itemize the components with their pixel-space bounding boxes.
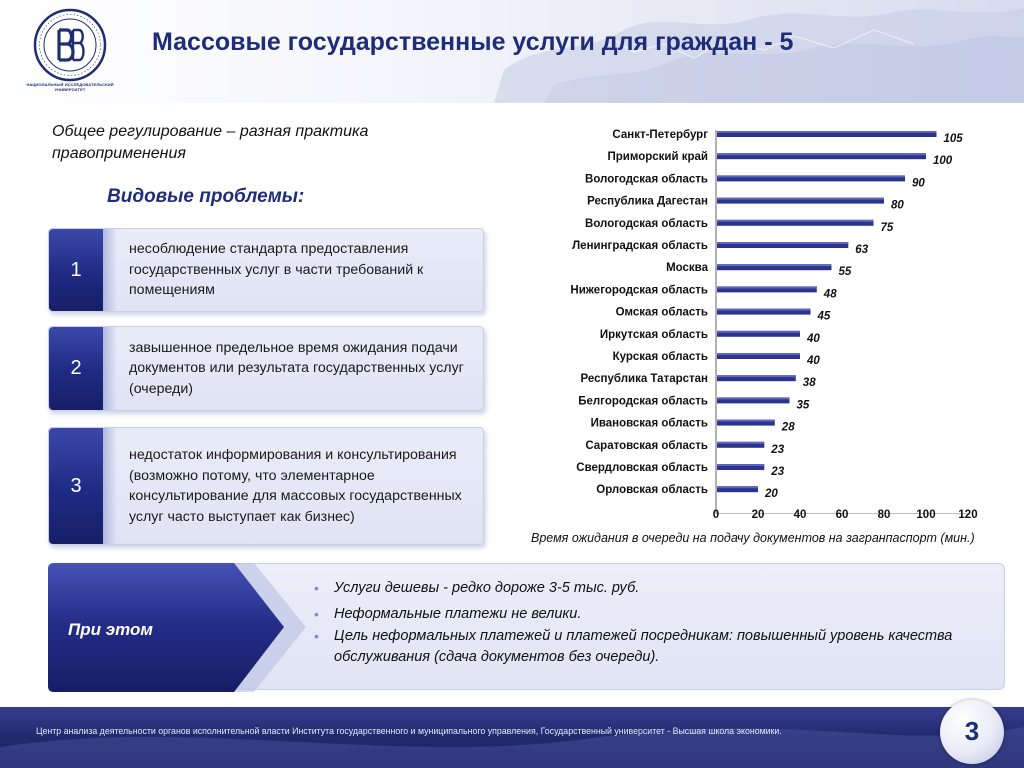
footer-wave-icon [0, 707, 1024, 768]
category-label: Белгородская область [578, 395, 708, 408]
value-label: 23 [771, 443, 785, 456]
bar-highlight [717, 220, 874, 222]
category-label: Нижегородская область [570, 284, 708, 297]
category-label: Курская область [612, 351, 708, 363]
bar-highlight [717, 131, 937, 133]
chart-caption: Время ожидания в очереди на подачу документов на загранпаспорт (мин.) [531, 531, 975, 545]
x-tick-label: 40 [793, 509, 807, 521]
category-label: Свердловская область [576, 462, 708, 474]
problem-text: несоблюдение стандарта предоставления государственных услуг в части требований к помещениям [129, 241, 424, 299]
category-label: Приморский край [607, 151, 708, 164]
value-label: 38 [802, 377, 816, 390]
x-tick-label: 20 [751, 509, 765, 521]
value-label: 55 [838, 266, 852, 279]
problem-card-2 [48, 326, 484, 411]
x-tick-label: 120 [958, 509, 978, 521]
value-label: 28 [781, 421, 795, 434]
bar-highlight [717, 286, 817, 288]
logo-caption-line1: НАЦИОНАЛЬНЫЙ ИССЛЕДОВАТЕЛЬСКИЙ [26, 82, 114, 87]
bar-highlight [717, 153, 926, 155]
logo-caption-line2: УНИВЕРСИТЕТ [54, 87, 86, 92]
subtitle: Общее регулирование – разная практика правоприменения [52, 123, 369, 162]
bullet-text: Услуги дешевы - редко дороже 3-5 тыс. руб. [334, 580, 640, 596]
problem-card-3 [48, 427, 484, 545]
bar-highlight [717, 442, 764, 444]
slide-number-badge [940, 700, 1004, 764]
bar-highlight [717, 331, 800, 333]
x-tick-label: 60 [835, 509, 849, 521]
category-label: Ленинградская область [572, 240, 708, 252]
university-seal-icon [33, 8, 107, 82]
bar-highlight [717, 375, 796, 377]
bullet-dot-icon: • [314, 628, 319, 644]
problem-number: 3 [49, 428, 103, 544]
category-label: Вологодская область [585, 217, 708, 230]
problem-card-1 [48, 228, 484, 312]
category-label: Омская область [615, 306, 708, 319]
bar-highlight [717, 175, 905, 177]
category-label: Санкт-Петербург [612, 129, 708, 141]
value-label: 105 [943, 133, 963, 145]
x-tick-label: 100 [916, 509, 936, 521]
problems-heading: Видовые проблемы: [107, 186, 305, 207]
bullet-dot-icon: • [314, 580, 319, 596]
bullet-item [312, 604, 972, 625]
category-label: Ивановская область [590, 417, 708, 430]
bullet-dot-icon: • [314, 606, 319, 622]
problem-text: недостаток информирования и консультирования (возможно потому, что элементарное консультирование для массовых государственных услуг часто выступает как бизнес) [129, 447, 462, 525]
value-label: 20 [765, 488, 778, 501]
problem-number: 1 [49, 229, 103, 311]
value-label: 40 [807, 332, 820, 345]
category-label: Москва [666, 262, 708, 275]
slide-number: 3 [964, 716, 980, 746]
bar-highlight [717, 397, 790, 399]
category-label: Вологодская область [585, 173, 708, 186]
header-banner [0, 0, 1024, 103]
value-label: 35 [796, 399, 810, 412]
summary-bullets [312, 578, 972, 669]
value-label: 100 [933, 155, 953, 168]
footer-text: Центр анализа деятельности органов исполнительной власти Института государственного и муниципального управления, Государственный университет - Высшая школа экономики. [36, 726, 782, 736]
value-label: 45 [817, 310, 831, 323]
value-label: 90 [912, 177, 925, 190]
summary-label: При этом [68, 620, 153, 639]
bar-highlight [717, 198, 884, 200]
problem-number: 2 [49, 327, 103, 410]
value-label: 23 [771, 466, 785, 478]
footer-bar [0, 707, 1024, 768]
university-logo [22, 8, 118, 98]
bullet-text: Неформальные платежи не велики. [334, 606, 582, 622]
category-label: Иркутская область [599, 328, 708, 341]
category-label: Орловская область [596, 484, 708, 497]
bar-highlight [717, 464, 764, 466]
value-label: 40 [807, 355, 820, 367]
value-label: 75 [880, 221, 894, 234]
value-label: 63 [855, 244, 869, 256]
problem-text: завышенное предельное время ожидания подачи документов или результата государственных услуг (очереди) [129, 339, 464, 397]
value-label: 80 [891, 199, 904, 212]
category-label: Республика Татарстан [580, 373, 708, 386]
bar-highlight [717, 242, 848, 244]
bar-highlight [717, 353, 800, 355]
bar-highlight [717, 309, 811, 311]
bar-chart-svg [520, 118, 1000, 528]
bar-highlight [717, 486, 758, 488]
category-label: Республика Дагестан [587, 195, 708, 208]
x-tick-label: 0 [712, 509, 720, 521]
bar-highlight [717, 264, 832, 266]
bullet-item [312, 578, 972, 599]
x-tick-label: 80 [877, 509, 891, 521]
bullet-item [312, 626, 972, 668]
waiting-time-chart [520, 118, 1000, 528]
category-label: Саратовская область [585, 439, 708, 452]
page-title: Массовые государственные услуги для граждан - 5 [152, 28, 794, 56]
bullet-text: Цель неформальных платежей и платежей посредникам: повышенный уровень качества обслуживания (сдача документов без очереди). [334, 628, 953, 665]
bar-highlight [717, 420, 775, 422]
value-label: 48 [823, 288, 837, 301]
